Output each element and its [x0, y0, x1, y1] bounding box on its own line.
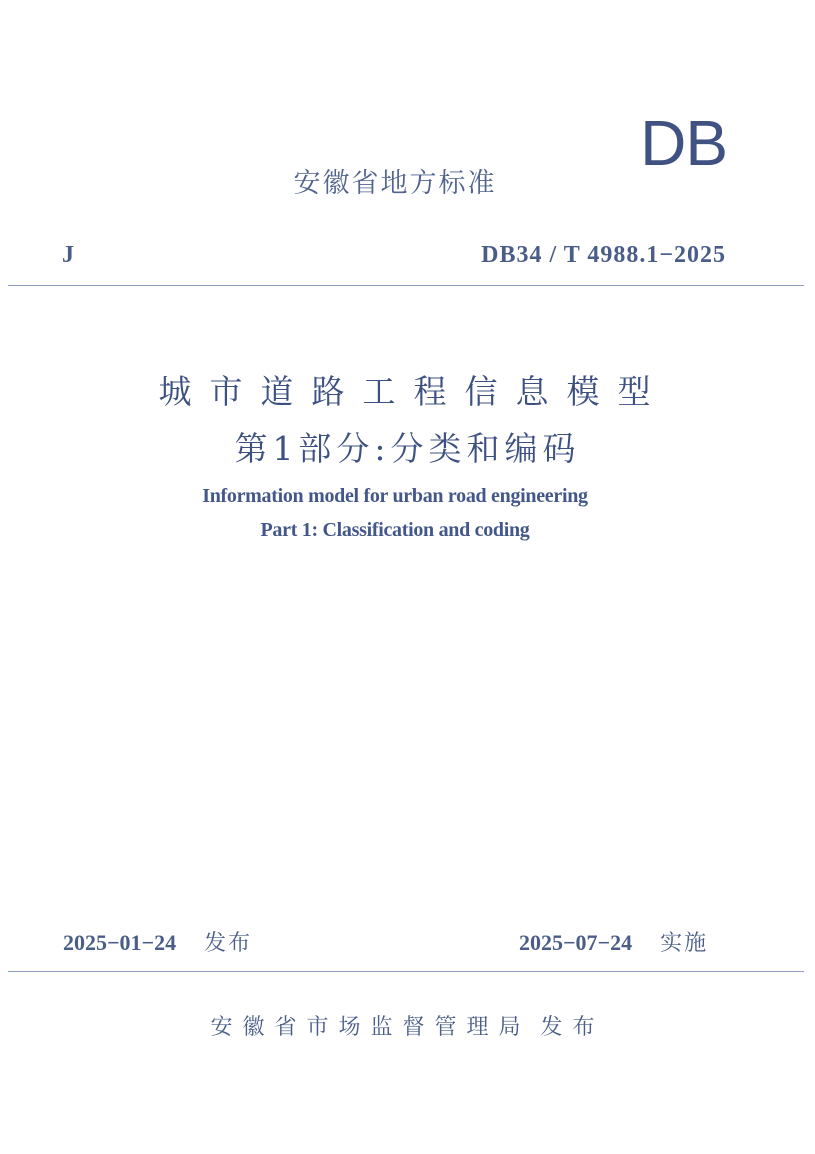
implementation-date-block — [519, 928, 708, 959]
standard-type: 安徽省地方标准 — [293, 168, 497, 199]
issue-date-block — [63, 928, 252, 959]
title-chinese-line2: 第1部分:分类和编码 — [234, 429, 581, 468]
issuer-name: 安徽省市场监督管理局 — [210, 1015, 531, 1040]
standard-number: DB34 / T 4988.1−2025 — [481, 242, 726, 268]
header-divider — [8, 285, 804, 286]
footer-divider — [8, 971, 804, 972]
issue-date: 2025−01−24 — [63, 930, 177, 955]
title-english-line2: Part 1: Classification and coding — [260, 519, 530, 541]
issue-label: 发布 — [204, 931, 253, 956]
title-chinese-line1: 城市道路工程信息模型 — [158, 372, 669, 411]
title-english-line1: Information model for urban road engineering — [202, 485, 588, 507]
issuer-action: 发布 — [540, 1015, 605, 1040]
implementation-date: 2025−07−24 — [519, 930, 633, 955]
db-logo: DB — [640, 107, 727, 179]
classification-code: J — [62, 242, 74, 268]
implementation-label: 实施 — [660, 931, 709, 956]
issuer-line — [0, 1012, 815, 1044]
